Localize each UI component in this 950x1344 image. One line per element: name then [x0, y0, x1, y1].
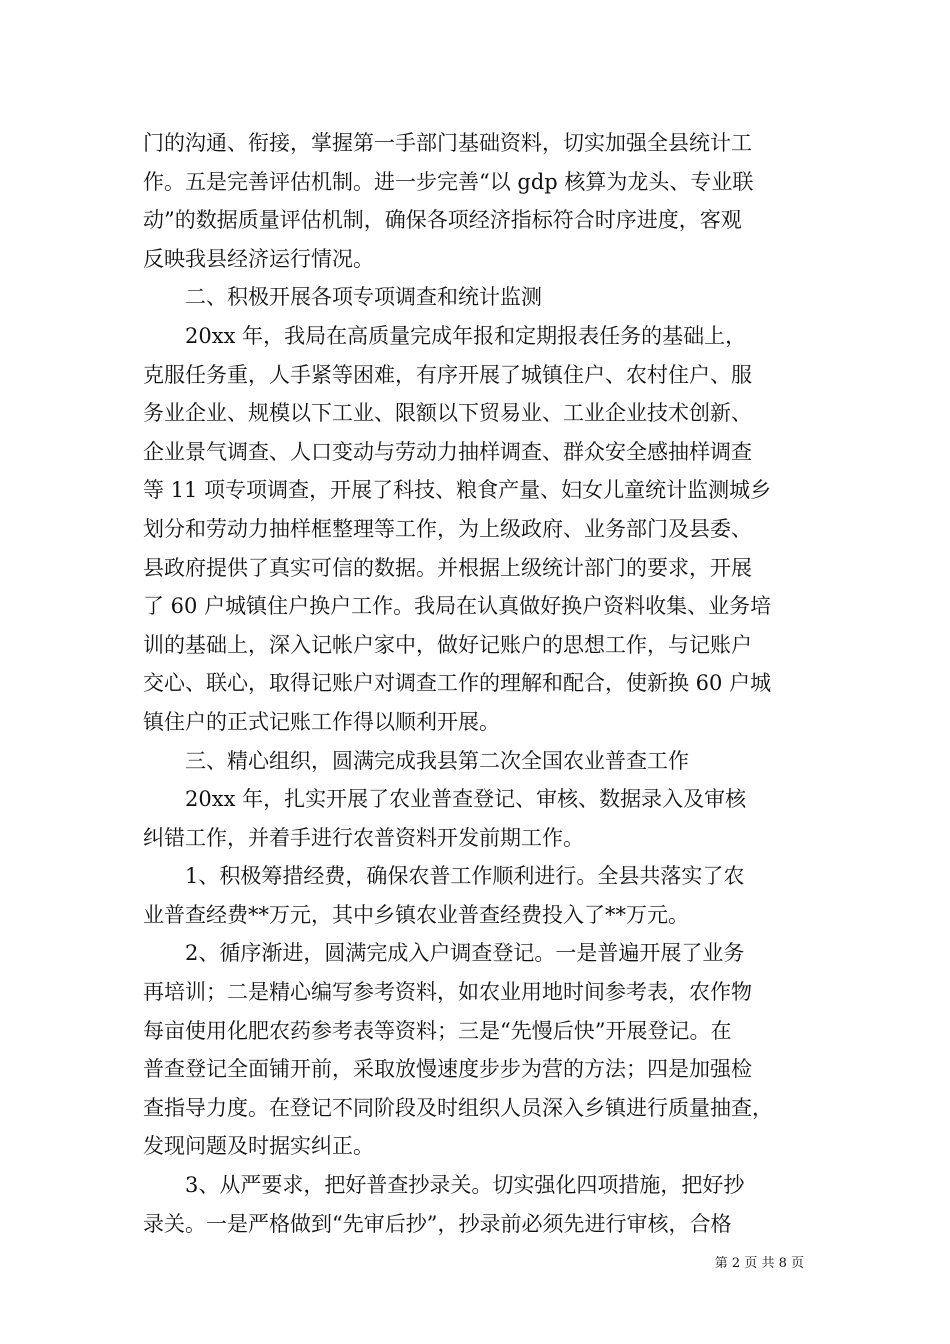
text-line: 划分和劳动力抽样框整理等工作，为上级政府、业务部门及县委、 — [143, 516, 752, 541]
text-line: 纠错工作，并着手进行农普资料开发前期工作。 — [143, 825, 584, 850]
text-line: 训的基础上，深入记帐户家中，做好记账户的思想工作，与记账户 — [143, 632, 752, 657]
text-line: 克服任务重，人手紧等困难，有序开展了城镇住户、农村住户、服 — [143, 362, 752, 387]
text-line: 二、积极开展各项专项调查和统计监测 — [185, 285, 542, 310]
text-line: 作。五是完善评估机制。进一步完善“以 gdp 核算为龙头、专业联 — [143, 169, 754, 194]
text-line: 等 11 项专项调查，开展了科技、粮食产量、妇女儿童统计监测城乡 — [143, 478, 772, 503]
text-line: 门的沟通、衔接，掌握第一手部门基础资料，切实加强全县统计工 — [143, 131, 752, 155]
document-body — [143, 124, 833, 1243]
text-line: 20xx 年，我局在高质量完成年报和定期报表任务的基础上， — [185, 323, 747, 348]
text-line: 录关。一是严格做到“先审后抄”，抄录前必须先进行审核，合格 — [143, 1211, 732, 1236]
text-line: 20xx 年，扎实开展了农业普查登记、审核、数据录入及审核 — [185, 787, 747, 812]
page-number: 第 2 页 共 8 页 — [714, 1256, 804, 1271]
text-line: 县政府提供了真实可信的数据。并根据上级统计部门的要求，开展 — [143, 555, 752, 580]
text-line: 再培训；二是精心编写参考资料，如农业用地时间参考表，农作物 — [143, 980, 752, 1005]
text-line: 三、精心组织，圆满完成我县第二次全国农业普查工作 — [185, 748, 689, 773]
text-line: 查指导力度。在登记不同阶段及时组织人员深入乡镇进行质量抽查， — [143, 1095, 773, 1120]
text-line: 了 60 户城镇住户换户工作。我局在认真做好换户资料收集、业务培 — [143, 594, 772, 619]
text-line: 普查登记全面铺开前，采取放慢速度步步为营的方法；四是加强检 — [143, 1057, 752, 1082]
text-line: 镇住户的正式记账工作得以顺利开展。 — [143, 709, 500, 734]
text-line: 动”的数据质量评估机制，确保各项经济指标符合时序进度，客观 — [143, 208, 742, 233]
text-line: 反映我县经济运行情况。 — [143, 246, 374, 271]
text-line: 企业景气调查、人口变动与劳动力抽样调查、群众安全感抽样调查 — [143, 439, 752, 464]
text-line: 2、循序渐进，圆满完成入户调查登记。一是普遍开展了业务 — [185, 941, 745, 966]
text-line: 每亩使用化肥农药参考表等资料；三是“先慢后快”开展登记。在 — [143, 1018, 732, 1043]
text-line: 发现问题及时据实纠正。 — [143, 1134, 374, 1159]
text-line: 1、积极筹措经费，确保农普工作顺利进行。全县共落实了农 — [185, 864, 745, 889]
text-line: 3、从严要求，把好普查抄录关。切实强化四项措施，把好抄 — [185, 1173, 745, 1198]
text-line: 交心、联心，取得记账户对调查工作的理解和配合，使新换 60 户城 — [143, 671, 772, 696]
text-line: 务业企业、规模以下工业、限额以下贸易业、工业企业技术创新、 — [143, 401, 752, 426]
text-line: 业普查经费**万元，其中乡镇农业普查经费投入了**万元。 — [143, 902, 689, 927]
